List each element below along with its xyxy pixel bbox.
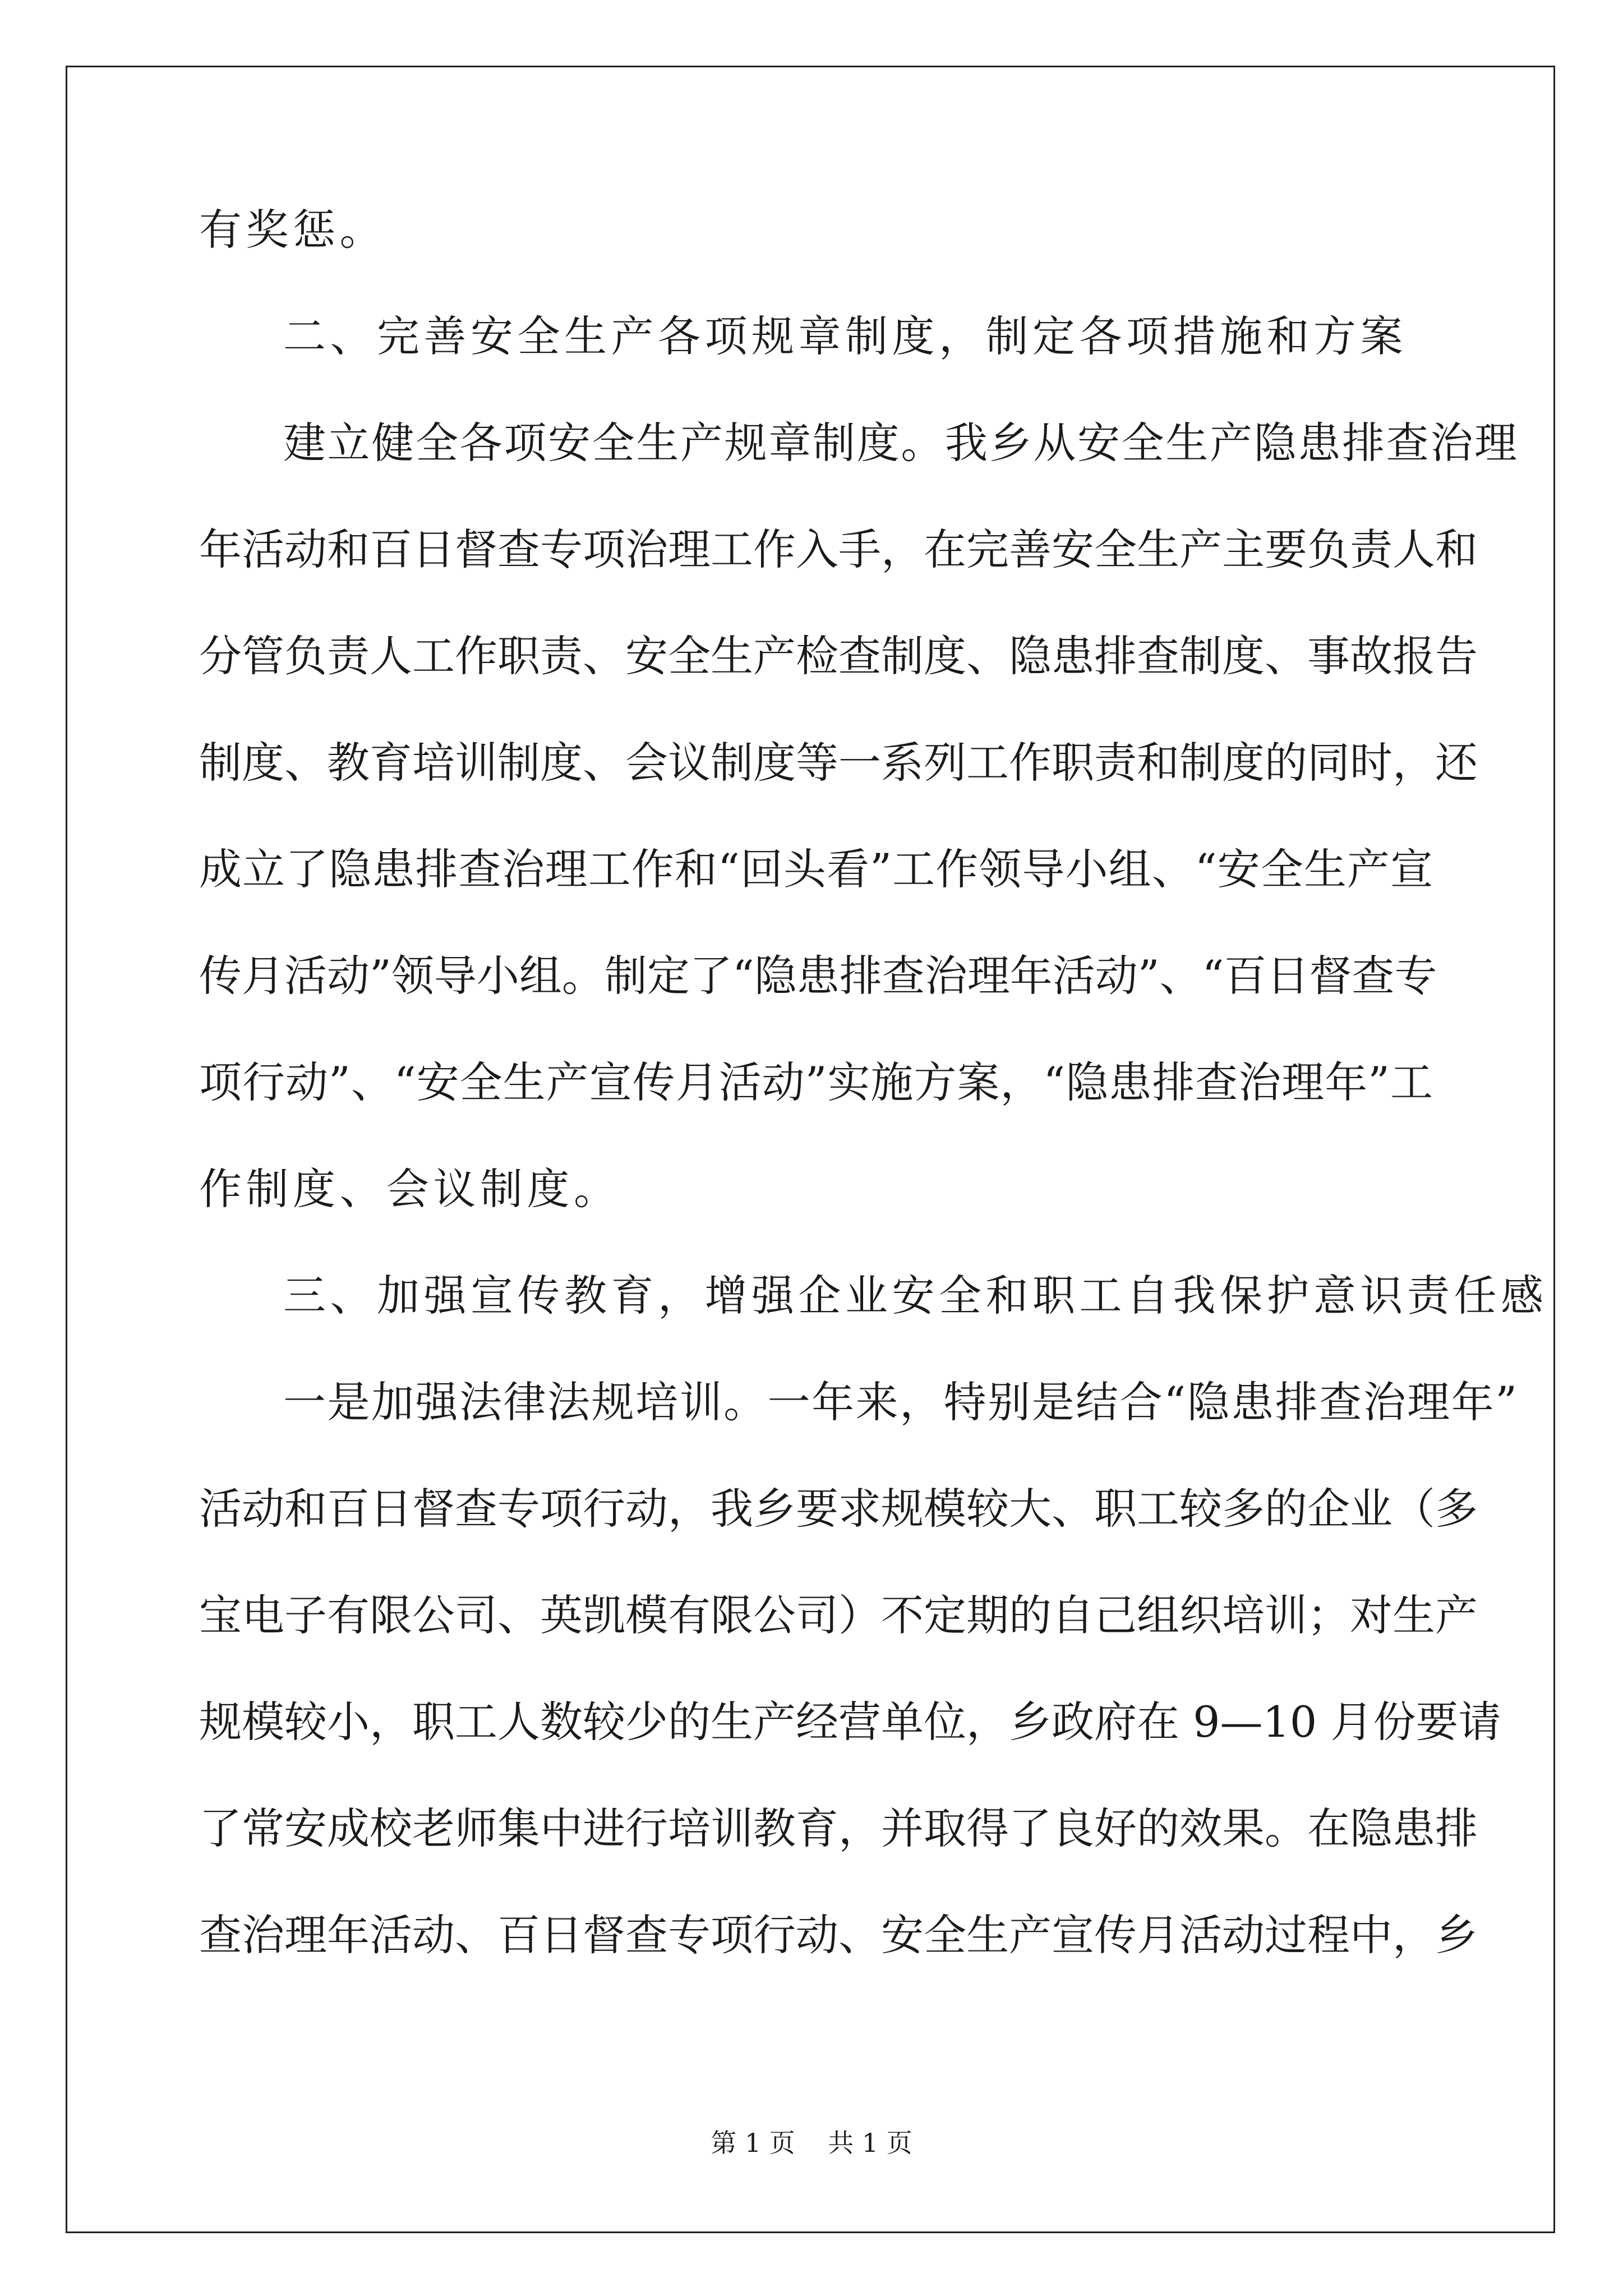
- text-line: 分管负责人工作职责、安全生产检查制度、隐患排查制度、事故报告: [199, 631, 1478, 681]
- text-line: 查治理年活动、百日督查专项行动、安全生产宣传月活动过程中，乡: [199, 1910, 1478, 1960]
- text-line: 传月活动”领导小组。制定了“隐患排查治理年活动”、“百日督查专: [199, 951, 1437, 1001]
- page-number-footer: 第 1 页 共 1 页: [711, 2128, 912, 2158]
- text-line: 建立健全各项安全生产规章制度。我乡从安全生产隐患排查治理: [283, 418, 1517, 468]
- text-line: 项行动”、“安全生产宣传月活动”实施方案，“隐患排查治理年”工: [199, 1057, 1433, 1107]
- text-line: 活动和百日督查专项行动，我乡要求规模较大、职工较多的企业（多: [199, 1484, 1478, 1534]
- section-heading: 三、加强宣传教育，增强企业安全和职工自我保护意识责任感: [283, 1271, 1548, 1320]
- text-line: 制度、教育培训制度、会议制度等一系列工作职责和制度的同时，还: [199, 738, 1478, 788]
- text-line: 了常安成校老师集中进行培训教育，并取得了良好的效果。在隐患排: [199, 1803, 1478, 1853]
- text-line: 宝电子有限公司、英凯模有限公司）不定期的自己组织培训；对生产: [199, 1590, 1478, 1640]
- text-line: 成立了隐患排查治理工作和“回头看”工作领导小组、“安全生产宣: [199, 844, 1433, 894]
- text-line: 作制度、会议制度。: [199, 1164, 621, 1214]
- text-line: 年活动和百日督查专项治理工作入手，在完善安全生产主要负责人和: [199, 524, 1478, 574]
- section-heading: 二、完善安全生产各项规章制度，制定各项措施和方案: [283, 311, 1407, 361]
- text-line: 有奖惩。: [199, 205, 386, 255]
- text-line: 一是加强法律法规培训。一年来，特别是结合“隐患排查治理年”: [283, 1377, 1517, 1427]
- text-line: 规模较小，职工人数较少的生产经营单位，乡政府在 9—10 月份要请: [199, 1697, 1501, 1747]
